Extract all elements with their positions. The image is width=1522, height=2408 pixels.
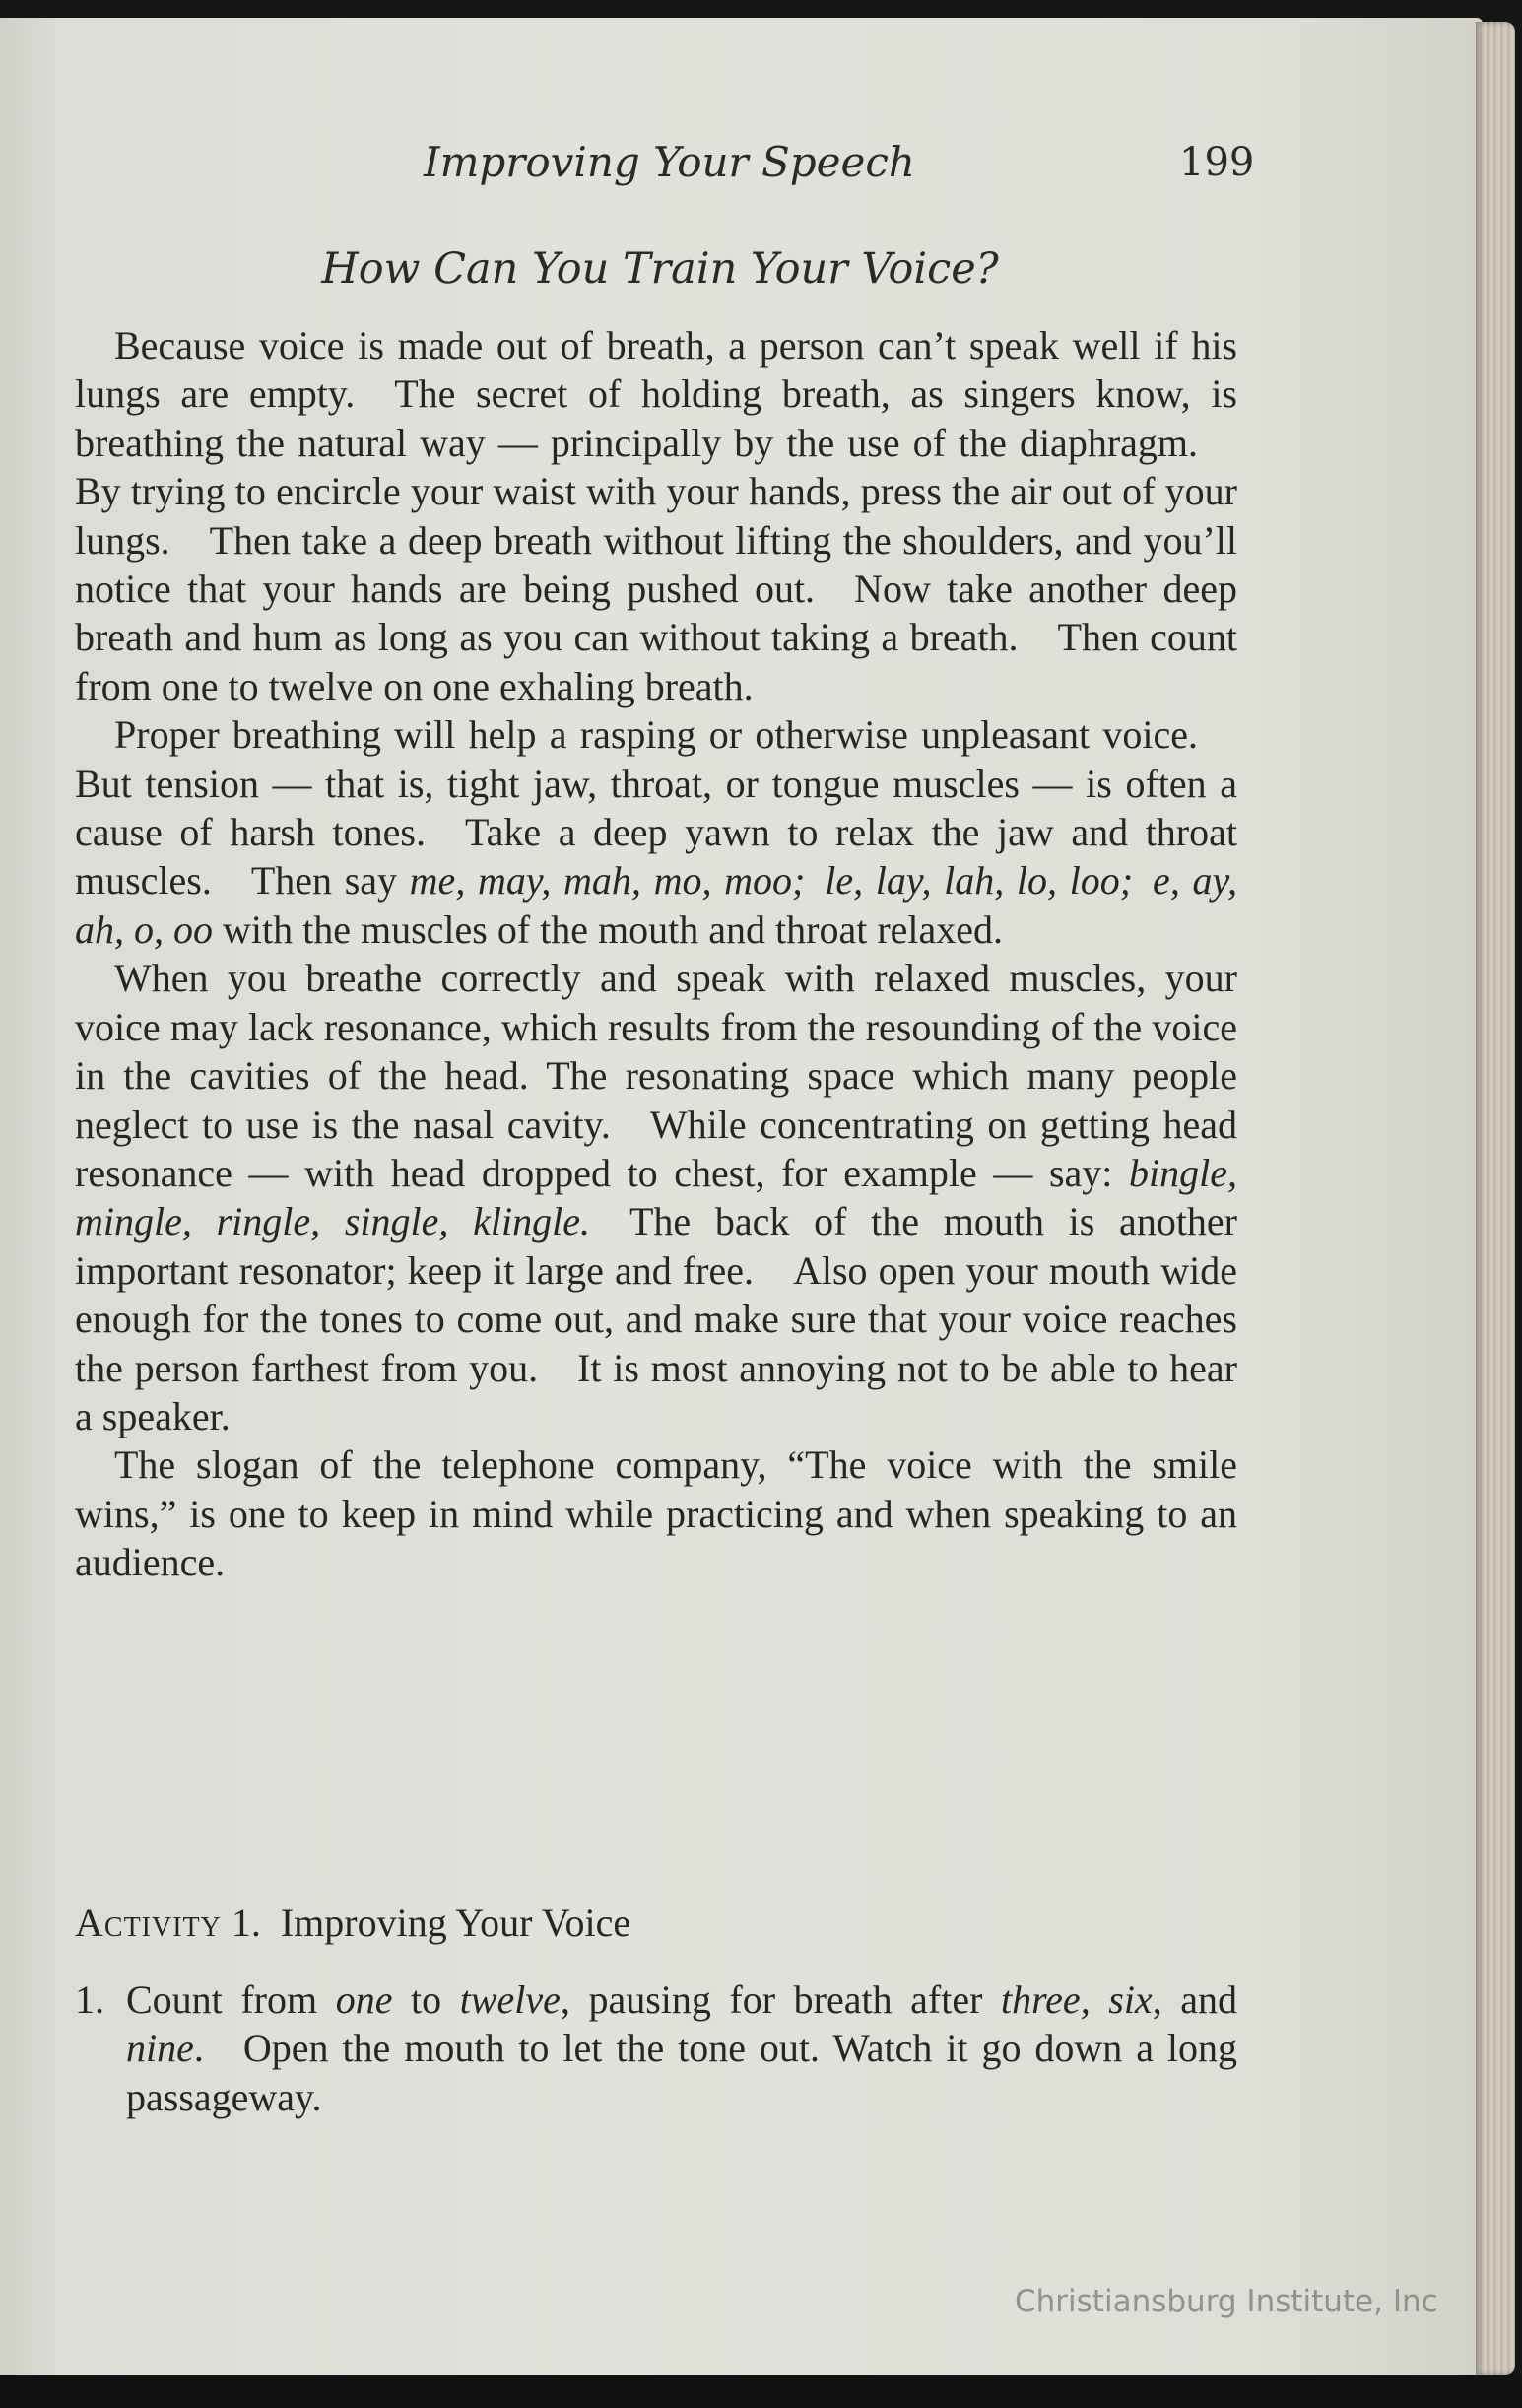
paragraph-tension-text-a: Proper breathing will help a rasping or otherwise unpleasant voice. But tension — that is, tight jaw, throat, or tongue muscles — is often a cause of harsh tones. Take a deep yawn to relax the jaw and throat muscles. Then say [75,712,1237,903]
activity-heading [75,1900,630,1946]
activity-list [75,1975,1237,2121]
scan-bottom-border [0,2375,1522,2408]
activity-item-italic-3: three, six [1000,1977,1153,2022]
activity-item-italic-2: twelve [459,1977,561,2022]
activity-item-text-5: . Open the mouth to let the tone out. Watch it go down a long passageway. [126,2026,1237,2119]
paragraph-tension-text-b: with the muscles of the mouth and throat relaxed. [213,906,1004,952]
vowel-drill-words: me, may, mah, mo, moo; le, lay, lah, lo, loo; e, ay, ah, o, oo [75,858,1238,952]
resonance-drill-words: bingle, mingle, ringle, single, klingle. [75,1150,1237,1244]
paragraph-slogan: The slogan of the telephone company, “The voice with the smile wins,” is one to keep in mind while practicing and when speaking to an audience. [75,1442,1237,1585]
activity-item-text-2: to [392,1977,460,2022]
activity-item-text-3: , pausing for breath after [560,1977,1001,2022]
paragraph-tension [75,710,1237,954]
paragraph-resonance [75,954,1237,1440]
activity-title: Improving Your Voice [280,1901,631,1945]
page-number: 199 [1179,140,1255,185]
activity-item-number: 1. [75,1977,104,2022]
watermark: Christiansburg Institute, Inc [1015,2284,1438,2319]
paragraph-resonance-text-b: The back of the mouth is another important resonator; keep it large and free. Also open your mouth wide enough for the tones to come out, and make sure that your voice reaches the person farthest from you. It is most annoying not to be able to hear a speaker. [75,1199,1238,1438]
activity-label: Activity [75,1901,222,1945]
activity-item-italic-1: one [335,1977,393,2022]
activity-item-text-1: Count from [126,1977,336,2022]
paragraph-resonance-text-a: When you breathe correctly and speak with relaxed muscles, your voice may lack resonance, which results from the resounding of the voice in the cavities of the head. The resonating space which many people neglect to use is the nasal cavity. While concentrating on getting head resonance — with head dropped to chest, for example — say: [75,956,1237,1195]
section-heading: How Can You Train Your Voice? [321,244,999,294]
paragraph-breathing: Because voice is made out of breath, a person can’t speak well if his lungs are empty. The secret of holding breath, as singers know, is breathing the natural way — principally by the use of the diaphragm. By trying to encircle your waist with your hands, press the air out of your lungs. Then take a deep breath without lifting the shoulders, and you’ll notice that your hands are being pushed out. Now take another deep breath and hum as long as you can without taking a breath. Then count from one to twelve on one exhaling breath. [75,323,1237,708]
page-stack-edge [1476,22,1515,2375]
activity-item [75,1975,1237,2121]
activity-number: 1. [231,1901,261,1945]
running-head-title: Improving Your Speech [424,138,915,186]
activity-item-text-4: , and [1152,1977,1238,2022]
body-text [75,321,1237,1587]
activity-item-italic-4: nine [126,2026,194,2071]
running-head [0,138,1483,197]
